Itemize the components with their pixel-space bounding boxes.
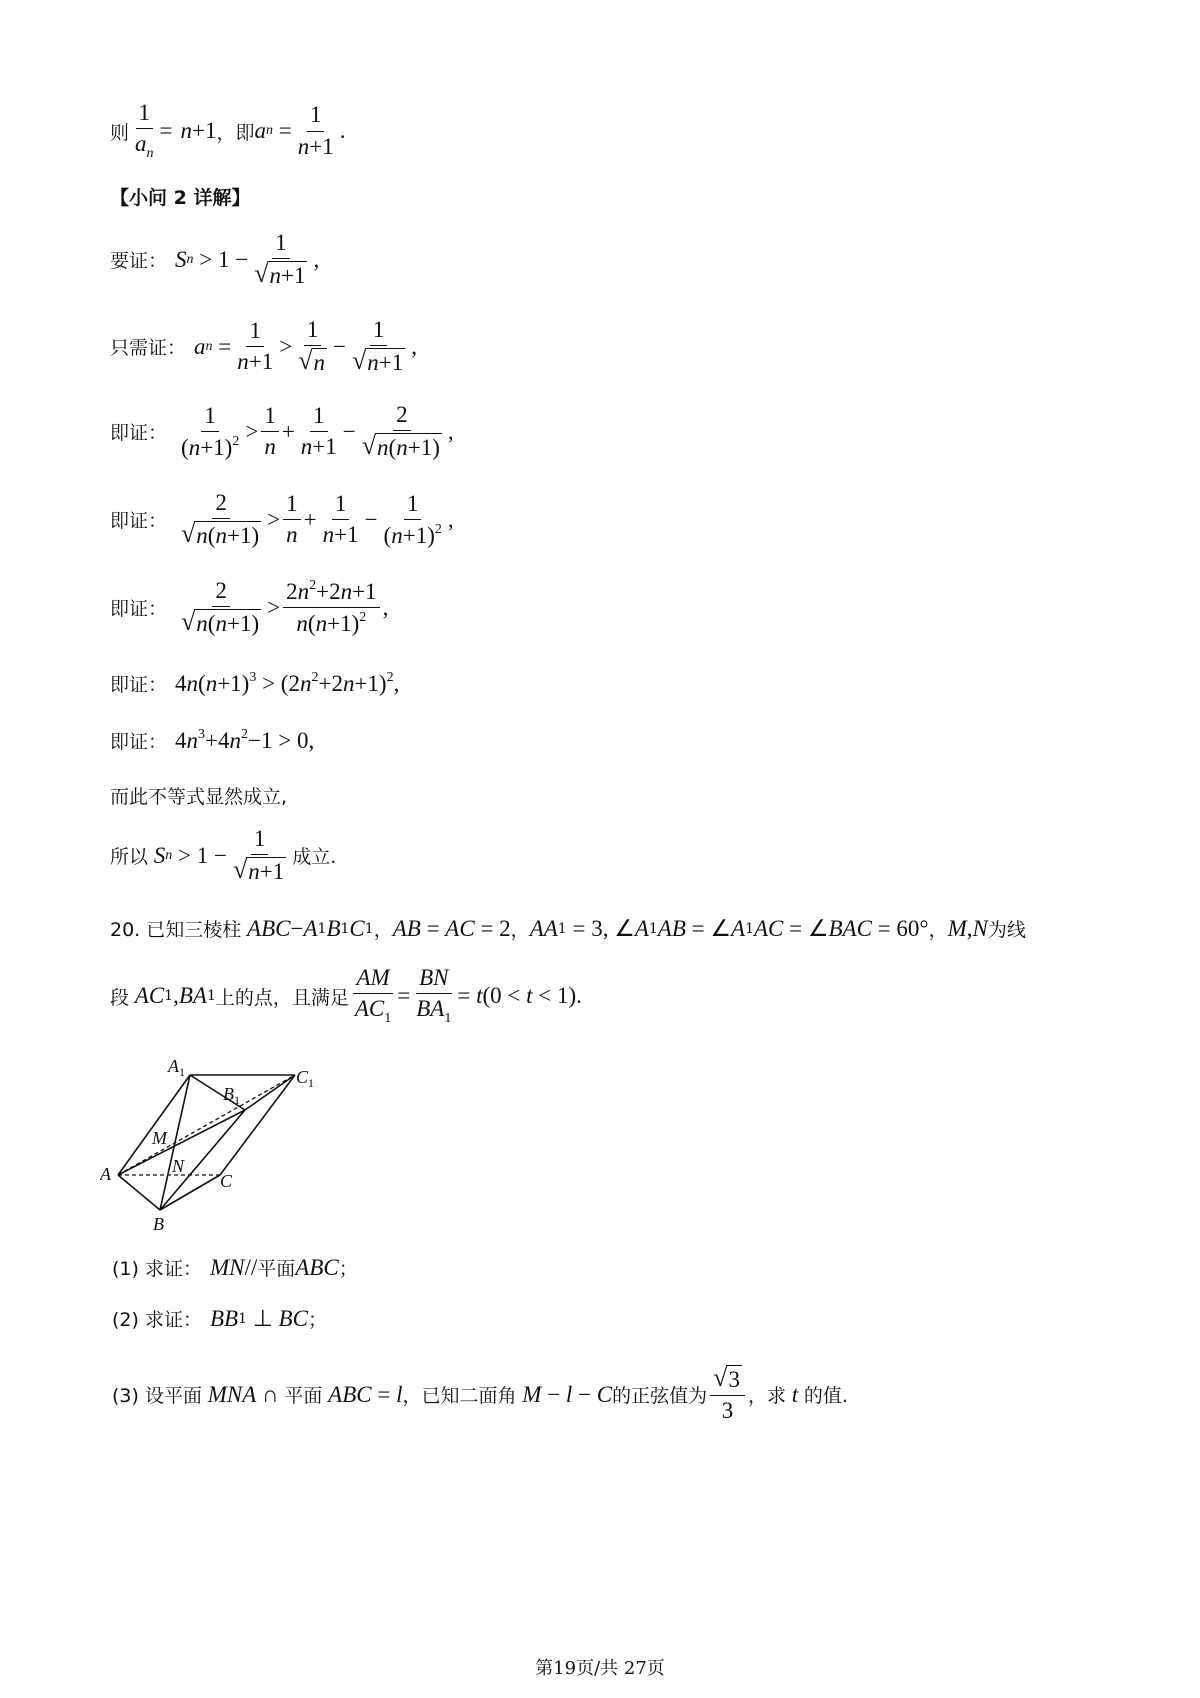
solution-line-8: 即证： $4n^3+4n^2-1 > 0$,	[110, 727, 315, 753]
label-a1: $A_1$	[168, 1056, 185, 1079]
solution-line-5: 即证： 2 √ n(n+1) > $\frac{1}{n}$ + $\frac{1}{n+1}$ − $\frac{1}{(n+1)^2}$ ,	[110, 490, 454, 549]
solution-line-1: 则 $\frac{1}{a_n}$ = n +1 ，即 a n = $\frac{1}{n+1}$ .	[110, 100, 346, 162]
page-footer: 第19页/共 27页	[535, 1658, 665, 1679]
solution-line-4: 即证： $\frac{1}{(n+1)^2}$ > $\frac{1}{n}$ + $\frac{1}{n+1}$ − 2 √ n(n+1) ,	[110, 402, 454, 461]
label-m: M	[152, 1128, 167, 1148]
solution-line-10: 所以 S n > 1 − 1 √ n+1 成立.	[110, 826, 337, 885]
question-3: (3) 设平面 MNA ∩ 平面 ABC = l ，已知二面角 M − l − C 的正弦值为 √ 3 3 ，求 t 的值.	[112, 1363, 848, 1424]
solution-line-2: 要证： S n > 1 − 1 √ n+1 ,	[110, 230, 320, 289]
section-heading: 【小问 2 详解】	[110, 187, 251, 209]
label-c: C	[220, 1171, 233, 1191]
prism-figure	[100, 1050, 360, 1240]
label-a: A	[100, 1164, 111, 1184]
solution-line-3: 只需证： a n = $\frac{1}{n+1}$ > 1 √ n − 1 √ n+1 ,	[110, 317, 417, 376]
question-2: (2) 求证： BB 1 ⊥ BC ；	[112, 1305, 327, 1331]
question-1: (1) 求证： MN // 平面 ABC ；	[112, 1254, 358, 1280]
label-b: B	[153, 1214, 164, 1234]
problem-20-line-2: 段 AC 1 , BA 1 上的点，且满足 $\frac{AM}{AC_1}$ = $\frac{BN}{BA_1}$ = t(0 < t < 1).	[110, 965, 582, 1027]
label-b1: $B_1$	[223, 1084, 240, 1107]
problem-20-line-1: 20. 已知三棱柱 ABC − A 1 B 1 C 1 ， AB = AC = 2 ， AA 1 = 3, ∠ A 1 AB = ∠ A 1 AC = ∠ BAC = 60° ， M , N 为线	[110, 915, 1026, 941]
label-c1: $C_1$	[296, 1067, 315, 1090]
label-n: N	[172, 1156, 185, 1176]
solution-line-6: 即证： 2 √ n(n+1) > $\frac{2n^2+2n+1}{n(n+1)^2}$ ,	[110, 578, 389, 637]
solution-line-7: 即证： $4n(n+1)^3 > (2n^2+2n+1)^2$,	[110, 670, 400, 696]
solution-line-9: 而此不等式显然成立,	[110, 786, 288, 808]
